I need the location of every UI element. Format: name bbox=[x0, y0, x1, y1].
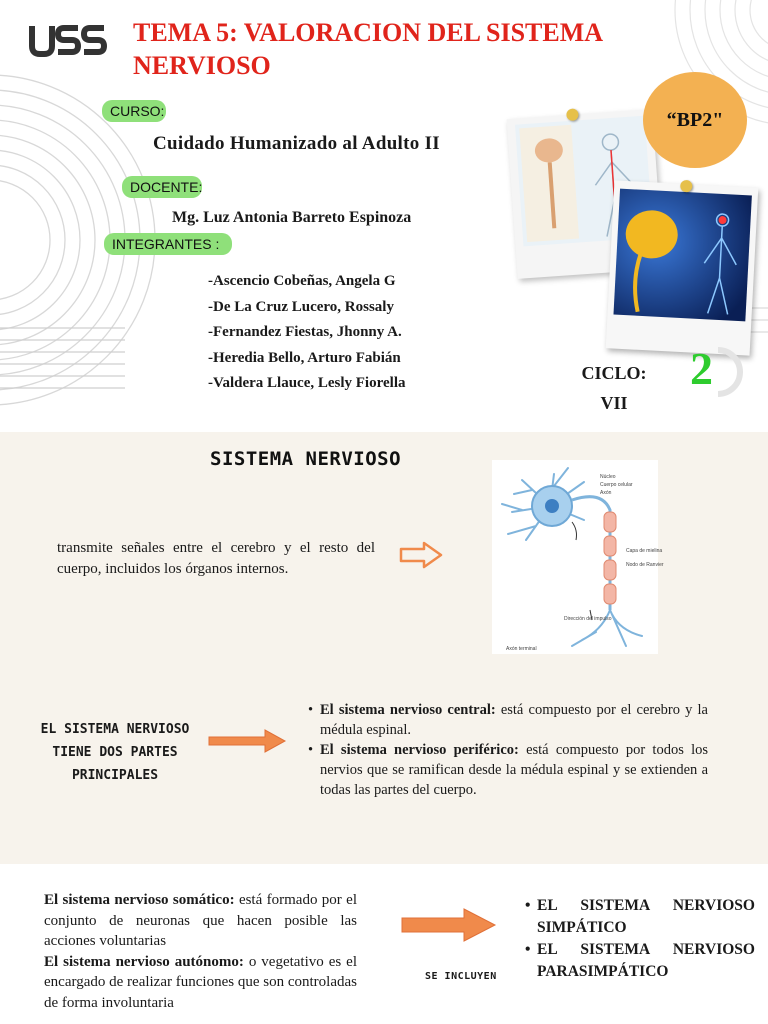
member-item: -Heredia Bello, Arturo Fabián bbox=[208, 349, 401, 366]
autonomic-text: o vegetativo es el encargado de realizar funciones que son controladas de forma involuntaria bbox=[44, 953, 358, 1011]
course-name: Cuidado Humanizado al Adulto II bbox=[153, 133, 440, 154]
members-label: INTEGRANTES : bbox=[104, 233, 232, 255]
members-list bbox=[208, 269, 405, 397]
cover-slide bbox=[0, 0, 768, 428]
uss-logo bbox=[28, 22, 108, 58]
includes-label: SE INCLUYEN bbox=[425, 971, 497, 982]
nervous-system-slide bbox=[0, 432, 768, 864]
member-item: -Valdera Llauce, Lesly Fiorella bbox=[208, 375, 406, 391]
svg-text:Núcleo: Núcleo bbox=[600, 474, 616, 480]
svg-text:Cuerpo celular: Cuerpo celular bbox=[600, 482, 633, 488]
svg-text:Axón terminal: Axón terminal bbox=[506, 646, 537, 652]
course-label: CURSO: bbox=[102, 100, 166, 122]
teacher-label: DOCENTE: bbox=[122, 176, 202, 198]
presentation-title: TEMA 5: VALORACION DEL SISTEMA NERVIOSO bbox=[133, 18, 602, 80]
cycle-value: VII bbox=[600, 393, 628, 413]
cycle-info bbox=[572, 358, 656, 418]
group-badge: “BP2" bbox=[643, 72, 747, 168]
svg-text:Capa de mielina: Capa de mielina bbox=[626, 548, 663, 554]
list-item: • El sistema nervioso periférico: está compuesto por todos los nervios que se ramifican desde la médula espinal y se extienden a todas las partes del cuerpo. bbox=[308, 740, 708, 800]
description-text: transmite señales entre el cerebro y el resto del cuerpo, incluidos los órganos internos. bbox=[57, 540, 375, 577]
list-item: • EL SISTEMA NERVIOSO SIMPÁTICO bbox=[525, 895, 755, 939]
autonomic-name: El sistema nervioso autónomo: bbox=[44, 953, 244, 970]
svg-text:Dirección del impulso: Dirección del impulso bbox=[564, 616, 612, 622]
list-item: • El sistema nervioso central: está compuesto por el cerebro y la médula espinal. bbox=[308, 700, 708, 740]
somatic-text: está formado por el conjunto de neuronas que hacen posible las acciones voluntarias bbox=[44, 892, 357, 949]
arrow-right-icon bbox=[398, 540, 444, 570]
list-item: • EL SISTEMA NERVIOSO PARASIMPÁTICO bbox=[525, 939, 755, 983]
member-item: -De La Cruz Lucero, Rossaly bbox=[208, 298, 394, 315]
subdivisions-slide bbox=[0, 868, 768, 1024]
slide-title: SISTEMA NERVIOSO bbox=[210, 448, 402, 470]
parts-list bbox=[308, 700, 708, 800]
svg-text:2: 2 bbox=[690, 343, 713, 394]
member-item: -Ascencio Cobeñas, Angela G bbox=[208, 273, 396, 289]
two-parts-label: EL SISTEMA NERVIOSO TIENE DOS PARTES PRINCIPALES bbox=[40, 722, 190, 783]
somatic-name: El sistema nervioso somático: bbox=[44, 892, 235, 908]
svg-text:Nodo de Ranvier: Nodo de Ranvier bbox=[626, 562, 664, 568]
decorative-lines bbox=[0, 320, 130, 420]
subdivisions-text bbox=[44, 890, 357, 1013]
includes-list bbox=[525, 895, 755, 983]
nervous-system-photo bbox=[606, 180, 759, 355]
cycle-label: CICLO: bbox=[581, 363, 647, 383]
anniversary-logo bbox=[688, 342, 742, 402]
svg-text:Axón: Axón bbox=[600, 490, 612, 496]
arrow-right-icon bbox=[207, 728, 287, 754]
teacher-name: Mg. Luz Antonia Barreto Espinoza bbox=[172, 209, 412, 226]
member-item: -Fernandez Fiestas, Jhonny A. bbox=[208, 324, 402, 340]
neuron-diagram bbox=[492, 460, 664, 654]
arrow-right-icon bbox=[400, 906, 498, 944]
